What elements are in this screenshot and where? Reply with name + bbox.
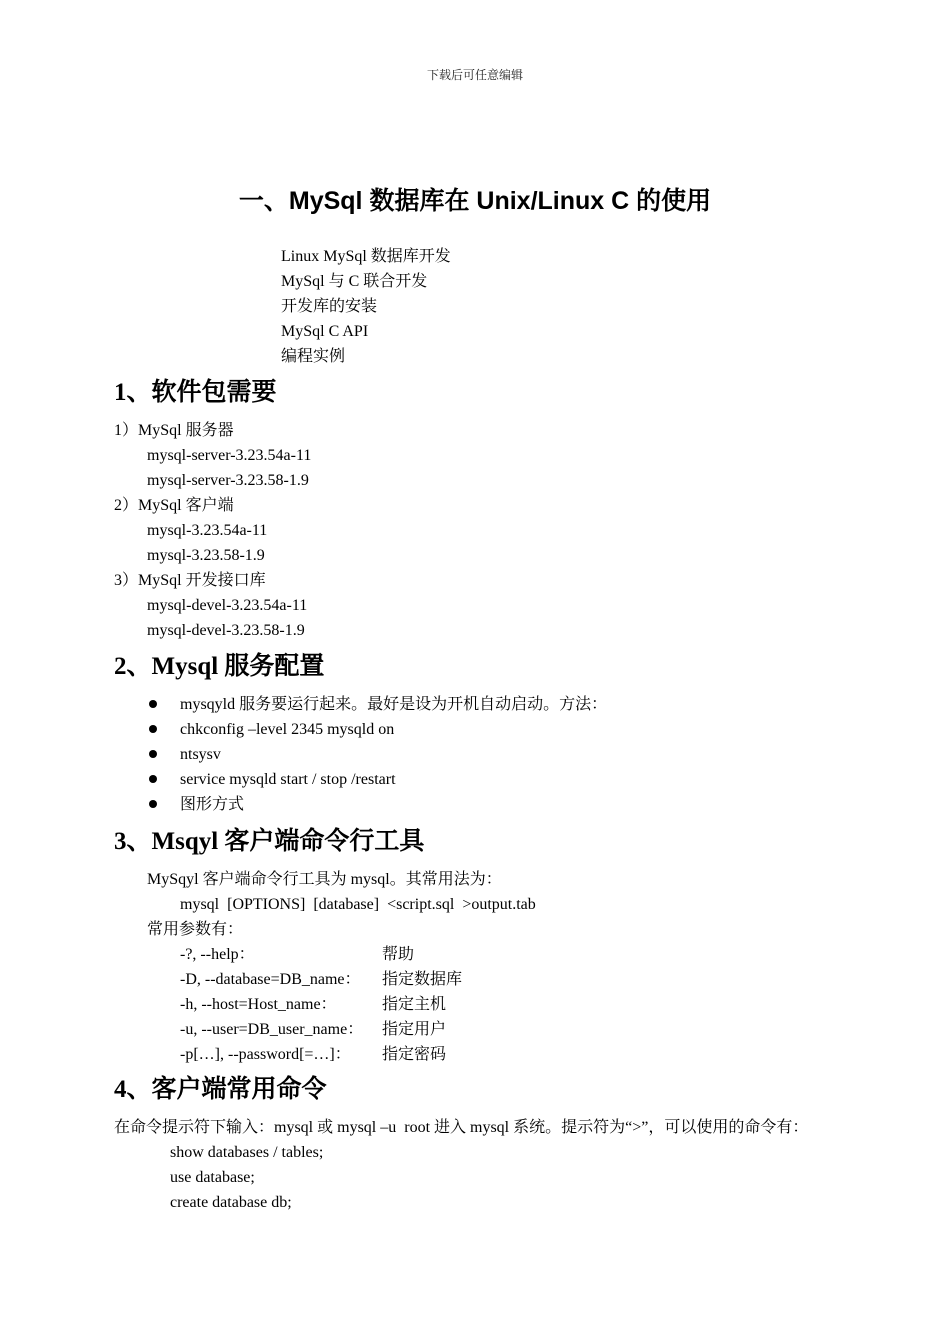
bullet-icon [149,750,157,758]
commands-intro: 在命令提示符下输入：mysql 或 mysql –u root 进入 mysql 系统。提示符为“>”，可以使用的命令有： [114,1119,809,1136]
bullet-icon [149,775,157,783]
package-group-label: 2）MySql 客户端 [114,497,234,514]
package-item: mysql-server-3.23.54a-11 [147,447,312,464]
section4-heading: 4、客户端常用命令 [114,1076,327,1103]
package-item: mysql-server-3.23.58-1.9 [147,472,309,489]
section3-heading: 3、Msqyl 客户端命令行工具 [114,828,425,855]
intro-item: 编程实例 [281,348,346,365]
document-title: 一、MySql 数据库在 Unix/Linux C 的使用 [238,187,712,215]
params-label: 常用参数有： [147,921,244,938]
param-option: -p[…], --password[=…]： [180,1046,351,1063]
param-option: -?, --help： [180,946,255,963]
bullet-icon [149,700,157,708]
package-group-label: 3）MySql 开发接口库 [114,572,266,589]
page-header: 下载后可任意编辑 [426,68,523,82]
bullet-item: 图形方式 [180,796,245,813]
command-item: use database; [170,1169,255,1186]
cli-usage: mysql [OPTIONS] [database] <script.sql >output.tab [180,896,536,913]
command-item: show databases / tables; [170,1144,324,1161]
param-option: -D, --database=DB_name： [180,971,361,988]
section2-heading: 2、Mysql 服务配置 [114,653,325,680]
param-description: 指定主机 [382,996,447,1013]
bullet-icon [149,800,157,808]
cli-intro: MySqyl 客户端命令行工具为 mysql。其常用法为： [147,871,502,888]
bullet-item: service mysqld start / stop /restart [180,771,396,788]
package-group-label: 1）MySql 服务器 [114,422,234,439]
param-description: 指定密码 [382,1046,447,1063]
param-option: -h, --host=Host_name： [180,996,337,1013]
intro-item: MySql C API [281,323,369,340]
package-item: mysql-devel-3.23.58-1.9 [147,622,305,639]
param-description: 指定用户 [382,1021,447,1038]
bullet-item: mysqyld 服务要运行起来。最好是设为开机自动启动。方法： [180,696,608,713]
section1-heading: 1、软件包需要 [114,379,277,406]
intro-item: Linux MySql 数据库开发 [281,248,451,265]
bullet-item: chkconfig –level 2345 mysqld on [180,721,395,738]
param-description: 帮助 [382,946,415,963]
param-description: 指定数据库 [382,971,463,988]
bullet-icon [149,725,157,733]
package-item: mysql-3.23.54a-11 [147,522,268,539]
package-item: mysql-3.23.58-1.9 [147,547,265,564]
command-item: create database db; [170,1194,292,1211]
package-item: mysql-devel-3.23.54a-11 [147,597,308,614]
bullet-item: ntsysv [180,746,221,763]
intro-item: 开发库的安装 [281,298,378,315]
intro-item: MySql 与 C 联合开发 [281,273,428,290]
param-option: -u, --user=DB_user_name： [180,1021,364,1038]
